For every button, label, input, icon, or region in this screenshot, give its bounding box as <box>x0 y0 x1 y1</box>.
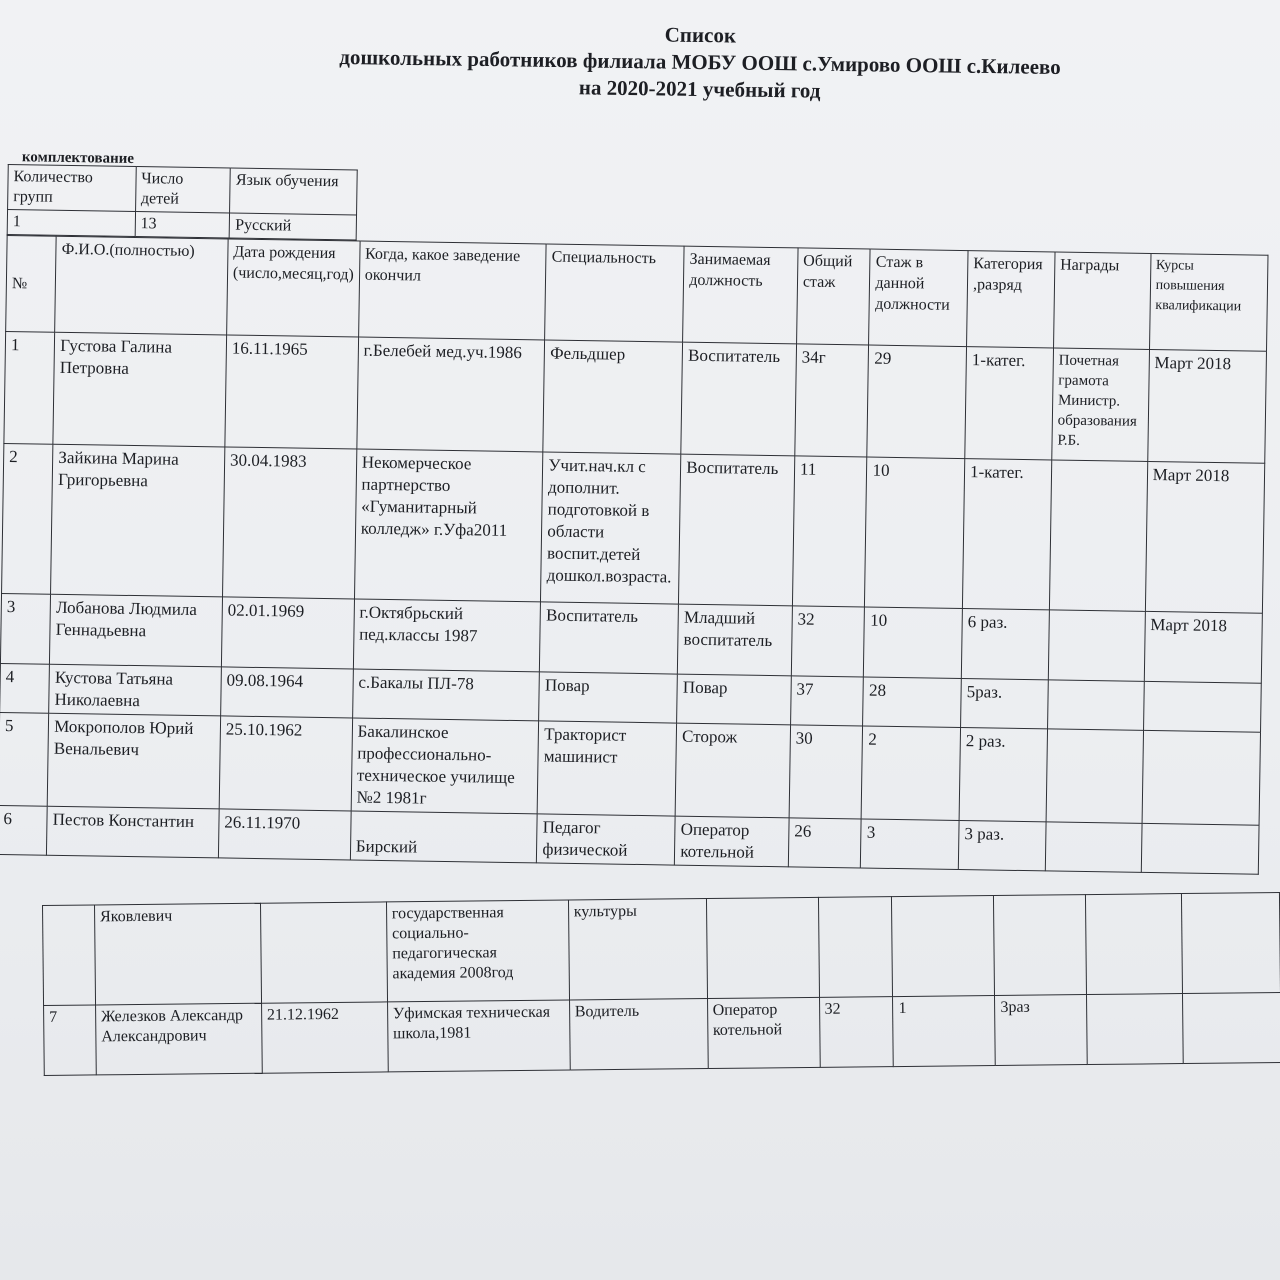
row-category: 2 раз. <box>959 728 1047 822</box>
title-line-2: дошкольных работников филиала МОБУ ООШ с.Умирово ООШ с.Килеево <box>339 44 1061 80</box>
row-category: 3раз <box>995 995 1088 1066</box>
row-school: г.Белебей мед.уч.1986 <box>357 337 545 452</box>
header-category: Категория ,разряд <box>967 251 1055 348</box>
row-stazh: 29 <box>867 345 966 459</box>
row-dob: 25.10.1962 <box>219 716 352 811</box>
row-school: Некомерческое партнерство «Гуманитарный колледж» г.Уфа2011 <box>354 449 543 602</box>
row-position: Воспитатель <box>679 454 795 606</box>
row-total: 34г <box>795 344 869 457</box>
header-num: № <box>6 235 57 332</box>
row-courses <box>1183 993 1280 1064</box>
komplekt-table <box>7 164 358 240</box>
header-fio: Ф.И.О.(полностью) <box>55 236 228 335</box>
row-dob: 30.04.1983 <box>222 447 356 599</box>
row-courses: Март 2018 <box>1145 461 1265 613</box>
row-awards: Почетная грамота Министр. образования Р.Б. <box>1052 348 1150 461</box>
header-dob: Дата рождения (число,месяц,год) <box>226 239 359 337</box>
row-num: 5 <box>0 712 49 806</box>
row-stazh: 10 <box>865 457 965 609</box>
row-dob: 09.08.1964 <box>221 667 354 718</box>
row-awards <box>1049 460 1147 611</box>
row-stazh: 10 <box>864 607 963 679</box>
row-category: 1-катег. <box>962 459 1051 610</box>
row-stazh <box>892 896 995 997</box>
header-spec: Специальность <box>545 244 684 342</box>
row-fio: Кустова Татьяна Николаевна <box>49 664 221 716</box>
row-spec: Повар <box>539 672 678 723</box>
row-category: 5раз. <box>961 679 1049 729</box>
row-category: 1-катег. <box>965 347 1054 460</box>
row-num: 7 <box>44 1005 97 1076</box>
table-row <box>44 993 1280 1076</box>
row-school: Уфимская техническая школа,1981 <box>387 1000 570 1072</box>
row-fio: Пестов Константин <box>47 806 219 858</box>
lower-table-sheet <box>42 892 1280 1076</box>
komplekt-value-children: 13 <box>135 212 230 238</box>
row-total <box>818 897 893 998</box>
row-total: 11 <box>792 456 867 607</box>
row-awards <box>1047 680 1144 730</box>
row-num <box>43 905 96 1006</box>
row-courses <box>1142 730 1261 825</box>
row-fio: Яковлевич <box>94 903 261 1005</box>
title-line-3: на 2020-2021 учебный год <box>578 75 821 103</box>
row-position: Оператор котельной <box>707 997 820 1068</box>
komplekt-header-groups: Количество групп <box>8 165 136 212</box>
row-awards <box>1045 822 1142 872</box>
row-spec: Тракторист машинист <box>537 721 676 816</box>
header-awards: Награды <box>1053 252 1150 349</box>
row-school: государственная социально-педагогическая академия 2008год <box>386 900 569 1002</box>
row-num: 3 <box>0 593 50 664</box>
row-dob: 26.11.1970 <box>218 809 351 860</box>
komplekt-value-language: Русский <box>230 213 357 240</box>
row-school: Бакалинское профессионально-техническое училище №2 1981г <box>351 718 539 814</box>
row-awards <box>1086 894 1183 995</box>
row-num: 2 <box>2 443 54 594</box>
row-fio: Мокрополов Юрий Венальевич <box>47 713 220 809</box>
row-position <box>706 897 819 998</box>
komplekt-header-language: Язык обучения <box>230 168 357 215</box>
row-awards <box>1046 729 1143 823</box>
staff-table-continued <box>42 892 1280 1076</box>
row-num: 6 <box>0 805 47 855</box>
row-fio: Густова Галина Петровна <box>53 332 226 447</box>
komplekt-header-row <box>8 165 358 215</box>
row-num: 4 <box>0 663 50 713</box>
row-stazh: 28 <box>863 677 961 728</box>
row-school: г.Октябрьский пед.классы 1987 <box>353 599 541 672</box>
row-dob: 16.11.1965 <box>225 335 359 449</box>
row-category <box>994 895 1087 996</box>
row-school: Бирский <box>350 811 537 863</box>
row-dob <box>260 902 387 1003</box>
row-spec: Педагог физической <box>537 814 676 865</box>
header-courses: Курсы повышения квалификации <box>1149 253 1268 351</box>
header-school: Когда, какое заведение окончил <box>358 241 546 340</box>
row-dob: 02.01.1969 <box>221 597 354 669</box>
komplekt-header-children: Число детей <box>135 167 230 213</box>
row-total: 30 <box>789 725 863 819</box>
row-spec: Фельдшер <box>543 340 683 454</box>
row-category: 6 раз. <box>961 609 1049 680</box>
row-spec: Воспитатель <box>540 602 679 674</box>
row-courses <box>1143 681 1261 732</box>
row-courses: Март 2018 <box>1144 611 1262 683</box>
row-courses <box>1141 823 1259 874</box>
row-total: 32 <box>791 606 865 677</box>
row-spec: Водитель <box>569 999 708 1070</box>
row-stazh: 2 <box>862 726 961 821</box>
upper-table-sheet <box>0 150 1270 875</box>
row-stazh: 3 <box>861 819 959 870</box>
komplekt-value-groups: 1 <box>7 210 135 237</box>
row-position: Повар <box>677 674 791 725</box>
row-dob: 21.12.1962 <box>261 1002 388 1073</box>
table-row <box>43 893 1280 1006</box>
header-stazh: Стаж в данной должности <box>869 249 968 347</box>
row-total: 26 <box>788 818 861 868</box>
row-position: Сторож <box>675 723 790 818</box>
row-fio: Лобанова Людмила Геннадьевна <box>50 594 223 667</box>
row-position: Младший воспитатель <box>678 604 793 676</box>
table-row <box>4 331 1267 463</box>
header-position: Занимаемая должность <box>683 246 798 344</box>
row-school: с.Бакалы ПЛ-78 <box>352 669 539 721</box>
row-total: 32 <box>819 997 894 1068</box>
row-category: 3 раз. <box>958 821 1046 871</box>
row-awards <box>1087 994 1184 1065</box>
row-fio: Зайкина Марина Григорьевна <box>51 444 225 597</box>
row-stazh: 1 <box>893 996 996 1067</box>
row-position: Оператор котельной <box>675 816 789 867</box>
table-row <box>2 443 1265 613</box>
row-fio: Железков Александр Александрович <box>95 1003 262 1075</box>
staff-table <box>0 235 1269 875</box>
row-awards <box>1048 610 1145 681</box>
document-title <box>249 16 1150 110</box>
row-num: 1 <box>4 331 55 444</box>
row-total: 37 <box>790 676 863 726</box>
row-spec: Учит.нач.кл с дополнит. подготовкой в области воспит.детей дошкол.возраста. <box>541 452 681 604</box>
row-courses: Март 2018 <box>1147 349 1266 463</box>
row-spec: культуры <box>568 899 707 1000</box>
row-courses <box>1181 893 1280 994</box>
komplekt-label: комплектование <box>21 149 135 167</box>
header-total: Общий стаж <box>796 248 870 345</box>
row-position: Воспитатель <box>681 342 796 456</box>
title-line-1: Список <box>664 22 737 48</box>
